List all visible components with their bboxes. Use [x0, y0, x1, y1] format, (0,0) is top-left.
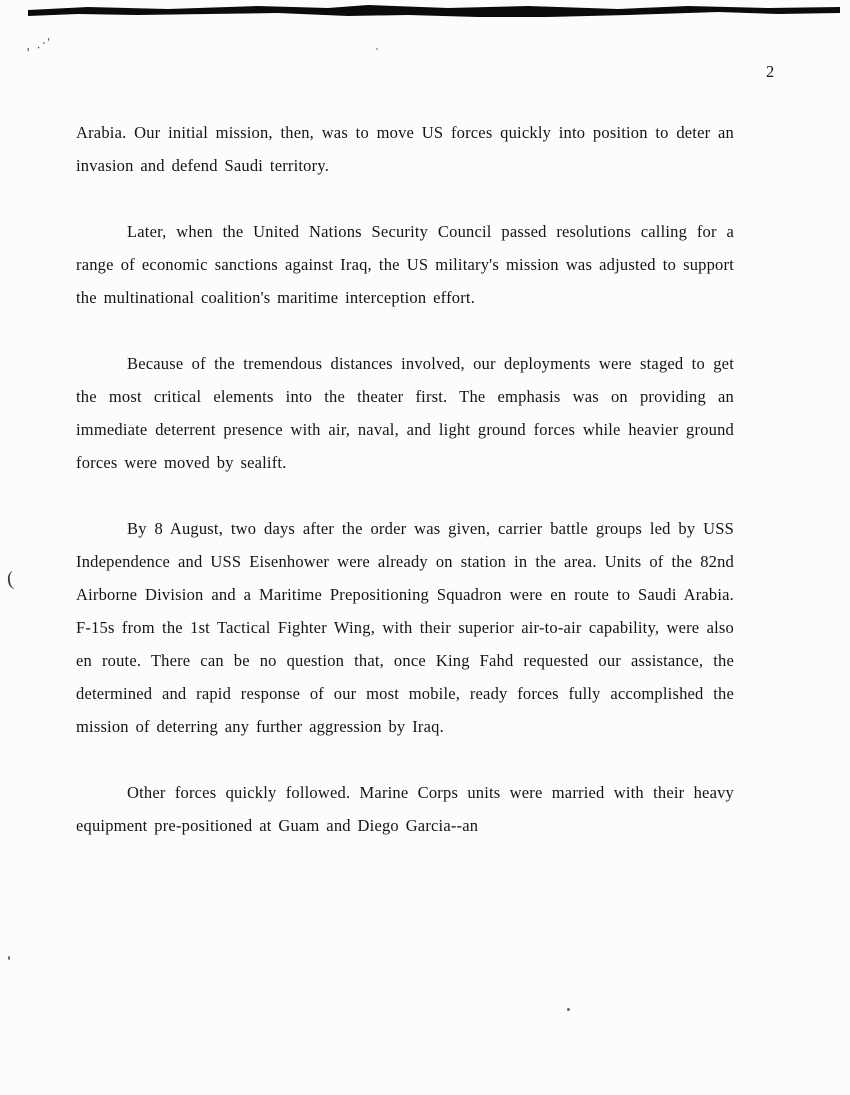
top-bar-shape	[28, 4, 840, 19]
document-body	[76, 116, 734, 875]
paragraph: Because of the tremendous distances involved, our deployments were staged to get the most critical elements into the theater first. The emphasis was on providing an immediate deterrent presence with air, naval, and light ground forces while heavier ground forces were moved by sealift.	[76, 354, 734, 472]
scan-artifact-topleft-mark: , .·'	[25, 34, 54, 53]
scan-speckle	[567, 1008, 570, 1011]
scan-artifact-left-margin-mark: (	[5, 567, 15, 591]
page-number: 2	[766, 62, 775, 81]
paragraph-continuation: Arabia. Our initial mission, then, was to move US forces quickly into position to deter an invasion and defend Saudi territory.	[76, 123, 734, 175]
paragraph: By 8 August, two days after the order was given, carrier battle groups led by USS Independence and USS Eisenhower were already on station in the area. Units of the 82nd Airborne Division and a Maritime Prepositioning Squadron were en route to Saudi Arabia. F-15s from the 1st Tactical Fighter Wing, with their superior air-to-air capability, were also en route. There can be no question that, once King Fahd requested our assistance, the determined and rapid response of our most mobile, ready forces fully accomplished the mission of deterring any further aggression by Iraq.	[76, 519, 734, 736]
scan-speckle	[8, 956, 10, 960]
paragraph: Other forces quickly followed. Marine Corps units were married with their heavy equipment pre-positioned at Guam and Diego Garcia--an	[76, 783, 734, 835]
paragraph: Later, when the United Nations Security Council passed resolutions calling for a range of economic sanctions against Iraq, the US military's mission was adjusted to support the multinational coalition's maritime interception effort.	[76, 222, 734, 307]
scan-speckle	[376, 48, 378, 50]
scan-artifact-top-bar	[28, 4, 840, 19]
